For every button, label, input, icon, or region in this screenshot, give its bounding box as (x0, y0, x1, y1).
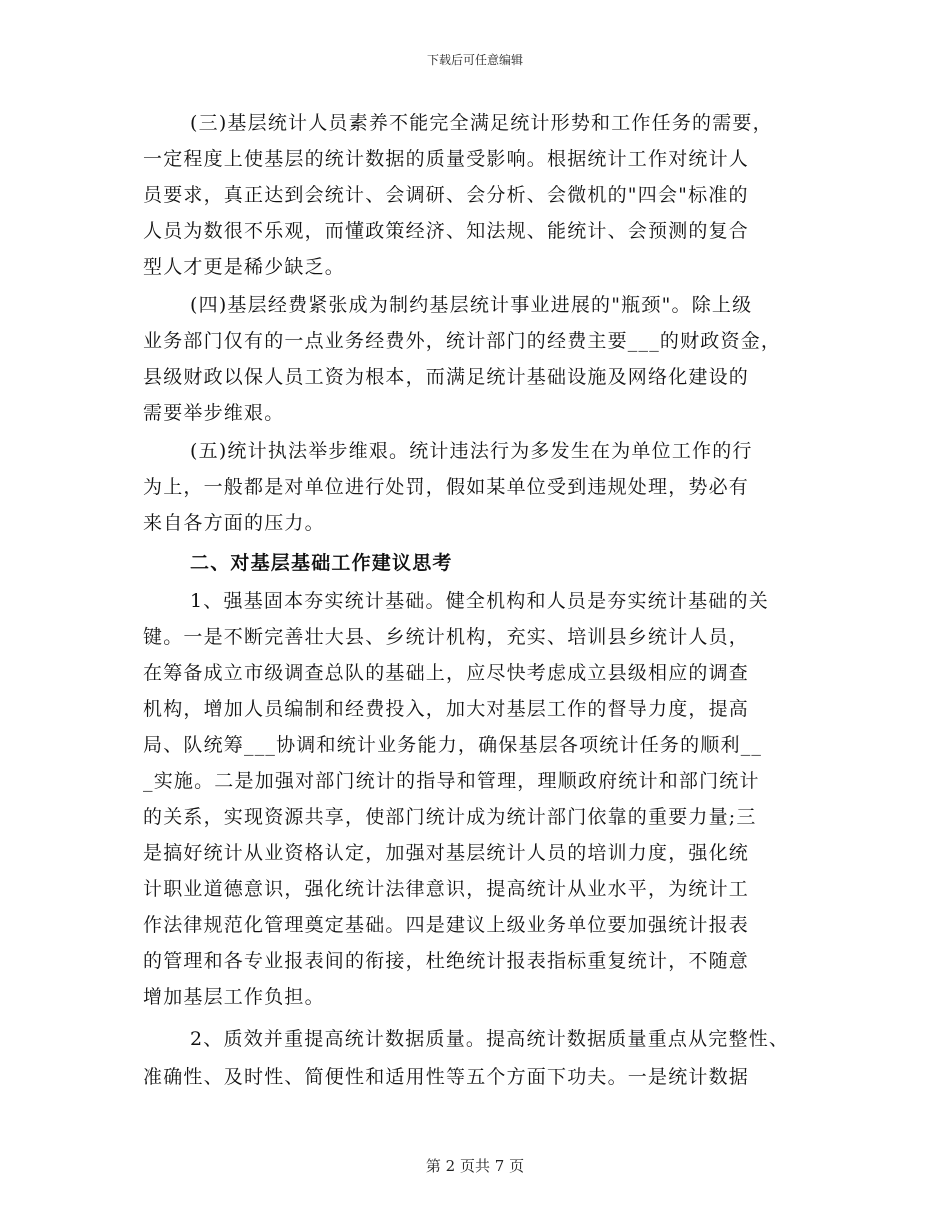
paragraph-3-line-4: 人员为数很不乐观，而懂政策经济、知法规、能统计、会预测的复合 (143, 220, 750, 242)
item-1-line-6: _实施。二是加强对部门统计的指导和管理，理顺政府统计和部门统计 (143, 770, 760, 792)
page-footer: 第 2 页共 7 页 (425, 1157, 525, 1175)
item-2-line-1: 2、质效并重提高统计数据质量。提高统计数据质量重点从完整性、 (190, 1028, 790, 1050)
item-1-line-4: 机构，增加人员编制和经费投入，加大对基层工作的督导力度，提高 (143, 698, 750, 720)
item-1-line-2: 键。一是不断完善壮大县、乡统计机构，充实、培训县乡统计人员， (143, 626, 750, 648)
item-1-line-10: 作法律规范化管理奠定基础。四是建议上级业务单位要加强统计报表 (143, 914, 750, 936)
item-1-line-9: 计职业道德意识，强化统计法律意识，提高统计从业水平，为统计工 (143, 878, 750, 900)
paragraph-3-line-3: 员要求，真正达到会统计、会调研、会分析、会微机的"四会"标准的 (143, 184, 749, 206)
item-1-line-7: 的关系，实现资源共享，使部门统计成为统计部门依靠的重要力量;三 (143, 806, 757, 828)
paragraph-4-line-4: 需要举步维艰。 (143, 402, 285, 424)
paragraph-5-line-3: 来自各方面的压力。 (143, 512, 325, 534)
item-1-line-5: 局、队统筹___协调和统计业务能力，确保基层各项统计任务的顺利__ (143, 734, 763, 756)
item-2-line-2: 准确性、及时性、简便性和适用性等五个方面下功夫。一是统计数据 (143, 1066, 750, 1088)
paragraph-4-line-2: 业务部门仅有的一点业务经费外，统计部门的经费主要___的财政资金， (143, 330, 782, 352)
item-1-line-8: 是搞好统计从业资格认定，加强对基层统计人员的培训力度，强化统 (143, 842, 750, 864)
item-1-line-3: 在筹备成立市级调查总队的基础上，应尽快考虑成立县级相应的调查 (143, 662, 750, 684)
paragraph-4-line-1: (四)基层经费紧张成为制约基层统计事业进展的"瓶颈"。除上级 (190, 294, 753, 316)
item-1-line-11: 的管理和各专业报表间的衔接，杜绝统计报表指标重复统计，不随意 (143, 950, 750, 972)
section-heading: 二、对基层基础工作建议思考 (190, 552, 453, 574)
page-header: 下载后可任意编辑 (426, 53, 523, 67)
paragraph-3-line-1: (三)基层统计人员素养不能完全满足统计形势和工作任务的需要， (190, 112, 773, 134)
paragraph-5-line-2: 为上，一般都是对单位进行处罚，假如某单位受到违规处理，势必有 (143, 476, 750, 498)
paragraph-4-line-3: 县级财政以保人员工资为根本，而满足统计基础设施及网络化建设的 (143, 366, 750, 388)
item-1-line-12: 增加基层工作负担。 (143, 986, 325, 1008)
paragraph-5-line-1: (五)统计执法举步维艰。统计违法行为多发生在为单位工作的行 (190, 440, 753, 462)
paragraph-3-line-2: 一定程度上使基层的统计数据的质量受影响。根据统计工作对统计人 (143, 148, 750, 170)
paragraph-3-line-5: 型人才更是稀少缺乏。 (143, 256, 346, 278)
item-1-line-1: 1、强基固本夯实统计基础。健全机构和人员是夯实统计基础的关 (190, 590, 769, 612)
